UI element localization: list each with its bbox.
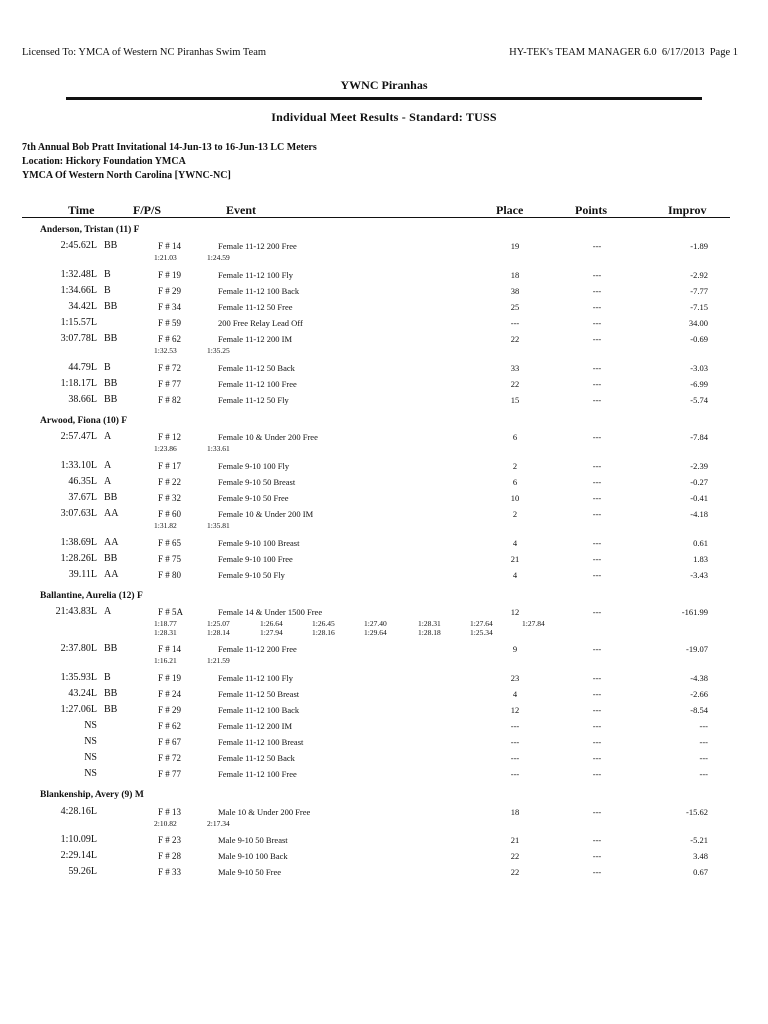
result-fps: F # 34 xyxy=(158,301,182,312)
result-place: 6 xyxy=(512,476,518,487)
result-time: 44.79L xyxy=(68,361,97,373)
result-time: 1:18.17L xyxy=(60,377,97,389)
result-improv: -6.99 xyxy=(690,378,708,389)
result-event: Male 9-10 100 Back xyxy=(218,851,288,862)
result-standard: BB xyxy=(104,300,118,312)
result-points: --- xyxy=(592,334,602,345)
result-fps: F # 13 xyxy=(158,806,182,817)
result-fps: F # 33 xyxy=(158,867,182,878)
result-event: Female 11-12 200 Free xyxy=(218,241,297,252)
split-time: 1:25.07 xyxy=(207,619,230,629)
result-time: 21:43.83L xyxy=(55,606,97,617)
result-time: 34.42L xyxy=(68,300,97,312)
result-time: 3:07.78L xyxy=(60,333,97,345)
result-event: Female 11-12 100 Back xyxy=(218,285,300,296)
result-improv: 0.67 xyxy=(693,867,708,878)
result-improv: 34.00 xyxy=(688,318,708,328)
split-time: 1:35.25 xyxy=(207,346,230,356)
result-place: 4 xyxy=(512,688,518,699)
split-time: 1:27.94 xyxy=(260,627,283,637)
result-time: NS xyxy=(84,736,97,748)
result-improv: -4.38 xyxy=(690,672,708,683)
result-fps: F # 14 xyxy=(158,241,182,252)
meet-name: 7th Annual Bob Pratt Invitational 14-Jun-13 to 16-Jun-13 LC Meters xyxy=(22,142,317,153)
result-standard: AA xyxy=(104,568,119,580)
result-points: --- xyxy=(592,769,602,780)
result-time: 2:45.62L xyxy=(60,240,97,252)
result-points: --- xyxy=(592,688,602,699)
result-fps: F # 19 xyxy=(158,672,182,683)
result-fps: F # 75 xyxy=(158,553,182,564)
result-event: Female 11-12 50 Back xyxy=(218,362,295,373)
result-fps: F # 65 xyxy=(158,537,182,548)
result-standard: BB xyxy=(104,240,118,252)
result-place: 21 xyxy=(510,835,520,846)
result-standard: A xyxy=(104,475,112,487)
result-event: Female 11-12 200 IM xyxy=(218,721,293,731)
result-time: 1:38.69L xyxy=(60,536,97,548)
result-improv: -5.21 xyxy=(690,835,708,846)
result-improv: 3.48 xyxy=(693,851,708,862)
athlete-name: Anderson, Tristan (11) F xyxy=(40,225,140,235)
split-time: 1:31.82 xyxy=(154,521,177,531)
result-event: Female 11-12 50 Fly xyxy=(218,394,289,405)
result-improv: -7.15 xyxy=(690,301,708,312)
split-time: 1:27.84 xyxy=(522,619,545,629)
result-improv: -3.43 xyxy=(690,569,708,580)
result-standard: BB xyxy=(104,393,118,405)
result-event: Female 11-12 50 Free xyxy=(218,301,293,312)
result-event: Female 11-12 50 Back xyxy=(218,753,295,764)
result-event: Female 9-10 50 Breast xyxy=(218,476,296,487)
result-points: --- xyxy=(592,460,602,471)
result-time: 2:29.14L xyxy=(60,850,97,862)
result-standard: AA xyxy=(104,536,119,548)
result-fps: F # 62 xyxy=(158,721,182,731)
result-time: 4:28.16L xyxy=(60,805,97,817)
result-time: 2:57.47L xyxy=(60,431,97,443)
result-fps: F # 60 xyxy=(158,509,182,519)
result-points: --- xyxy=(592,318,602,328)
result-time: 37.67L xyxy=(68,491,97,503)
result-place: 38 xyxy=(510,285,520,296)
result-points: --- xyxy=(592,672,602,683)
result-standard: AA xyxy=(104,508,119,519)
result-event: Female 14 & Under 1500 Free xyxy=(218,607,323,617)
result-standard: A xyxy=(104,459,112,471)
meet-team: YMCA Of Western North Carolina [YWNC-NC] xyxy=(22,170,231,181)
result-improv: -5.74 xyxy=(690,394,708,405)
result-points: --- xyxy=(592,553,602,564)
result-time: NS xyxy=(84,768,97,780)
result-place: 33 xyxy=(510,362,520,373)
result-improv: 1.83 xyxy=(693,553,708,564)
result-place: 4 xyxy=(512,569,518,580)
result-time: 1:35.93L xyxy=(60,671,97,683)
result-improv: 0.61 xyxy=(693,537,708,548)
license-line: Licensed To: YMCA of Western NC Piranhas Swim Team xyxy=(22,47,267,58)
result-place: 2 xyxy=(512,509,518,519)
result-points: --- xyxy=(592,835,602,846)
result-points: --- xyxy=(592,569,602,580)
result-place: 15 xyxy=(510,394,520,405)
result-standard: BB xyxy=(104,643,118,655)
result-event: Female 11-12 100 Back xyxy=(218,704,300,715)
result-time: 59.26L xyxy=(68,866,97,878)
result-standard: BB xyxy=(104,377,118,389)
result-time: 39.11L xyxy=(68,568,97,580)
split-time: 2:10.82 xyxy=(154,818,177,828)
result-time: NS xyxy=(84,720,97,731)
result-standard: BB xyxy=(104,552,118,564)
athlete-name: Blankenship, Avery (9) M xyxy=(40,790,144,801)
result-points: --- xyxy=(592,301,602,312)
result-fps: F # 29 xyxy=(158,285,182,296)
result-place: --- xyxy=(510,318,520,328)
result-place: 6 xyxy=(512,432,518,443)
split-time: 1:26.45 xyxy=(312,619,335,629)
result-improv: -0.41 xyxy=(690,492,708,503)
result-place: 22 xyxy=(510,334,520,345)
col-points: Points xyxy=(575,203,608,217)
result-event: 200 Free Relay Lead Off xyxy=(218,318,303,328)
result-points: --- xyxy=(592,476,602,487)
result-improv: -2.66 xyxy=(690,688,708,699)
result-time: 1:33.10L xyxy=(60,459,97,471)
split-time: 1:28.18 xyxy=(418,627,441,637)
result-points: --- xyxy=(592,721,602,731)
result-event: Male 9-10 50 Free xyxy=(218,867,282,878)
split-time: 1:27.64 xyxy=(470,619,493,629)
result-improv: -8.54 xyxy=(690,704,708,715)
result-event: Female 9-10 100 Breast xyxy=(218,537,300,548)
result-fps: F # 24 xyxy=(158,688,182,699)
result-fps: F # 28 xyxy=(158,851,182,862)
report-date: 6/17/2013 xyxy=(661,47,705,58)
result-fps: F # 5A xyxy=(158,607,184,617)
result-improv: -15.62 xyxy=(686,806,708,817)
result-fps: F # 72 xyxy=(158,362,182,373)
result-place: --- xyxy=(510,721,520,731)
result-improv: -7.84 xyxy=(690,432,708,443)
result-time: 1:34.66L xyxy=(60,284,97,296)
result-points: --- xyxy=(592,851,602,862)
result-time: 1:15.57L xyxy=(60,317,97,328)
meet-location: Location: Hickory Foundation YMCA xyxy=(22,156,186,167)
result-standard: BB xyxy=(104,703,118,715)
result-fps: F # 17 xyxy=(158,460,182,471)
result-improv: -161.99 xyxy=(681,607,708,617)
result-event: Female 10 & Under 200 IM xyxy=(218,509,314,519)
result-event: Female 9-10 50 Free xyxy=(218,492,289,503)
result-improv: -2.39 xyxy=(690,460,708,471)
result-points: --- xyxy=(592,362,602,373)
split-time: 1:21.03 xyxy=(154,253,177,263)
result-improv: --- xyxy=(699,769,708,780)
result-points: --- xyxy=(592,704,602,715)
col-time: Time xyxy=(68,203,95,217)
result-points: --- xyxy=(592,285,602,296)
result-event: Female 11-12 100 Breast xyxy=(218,737,304,748)
result-fps: F # 29 xyxy=(158,704,182,715)
result-points: --- xyxy=(592,269,602,280)
result-fps: F # 19 xyxy=(158,269,182,280)
split-time: 1:28.31 xyxy=(418,619,441,629)
result-event: Female 9-10 50 Fly xyxy=(218,569,285,580)
result-place: 10 xyxy=(510,492,520,503)
result-place: 21 xyxy=(510,553,520,564)
team-title: YWNC Piranhas xyxy=(340,78,428,92)
result-standard: BB xyxy=(104,333,118,345)
result-place: 18 xyxy=(510,269,520,280)
result-points: --- xyxy=(592,432,602,443)
result-fps: F # 22 xyxy=(158,476,182,487)
result-time: 46.35L xyxy=(68,475,97,487)
result-time: NS xyxy=(84,752,97,764)
result-fps: F # 67 xyxy=(158,737,182,748)
result-points: --- xyxy=(592,806,602,817)
result-improv: -0.27 xyxy=(690,476,708,487)
result-improv: -7.77 xyxy=(690,285,708,296)
athlete-name: Ballantine, Aurelia (12) F xyxy=(40,590,143,601)
result-standard: B xyxy=(104,268,111,280)
result-points: --- xyxy=(592,753,602,764)
split-time: 2:17.34 xyxy=(207,818,230,828)
split-time: 1:28.16 xyxy=(312,627,335,637)
col-event: Event xyxy=(226,203,256,217)
split-time: 1:26.64 xyxy=(260,619,283,629)
result-points: --- xyxy=(592,607,602,617)
result-time: 1:27.06L xyxy=(60,703,97,715)
result-time: 38.66L xyxy=(68,393,97,405)
result-improv: --- xyxy=(699,737,708,748)
result-event: Female 11-12 100 Fly xyxy=(218,672,293,683)
result-improv: -19.07 xyxy=(686,644,708,655)
split-time: 1:23.86 xyxy=(154,444,177,454)
result-place: 4 xyxy=(512,537,518,548)
split-time: 1:35.81 xyxy=(207,521,230,531)
result-place: 25 xyxy=(510,301,520,312)
result-improv: -2.92 xyxy=(690,269,708,280)
split-time: 1:28.14 xyxy=(207,627,230,637)
result-standard: BB xyxy=(104,687,118,699)
result-fps: F # 77 xyxy=(158,378,182,389)
result-place: --- xyxy=(510,769,520,780)
split-time: 1:25.34 xyxy=(470,627,493,637)
result-fps: F # 77 xyxy=(158,769,182,780)
athlete-name: Arwood, Fiona (10) F xyxy=(40,416,128,426)
result-event: Female 10 & Under 200 Free xyxy=(218,432,318,443)
result-event: Female 9-10 100 Free xyxy=(218,553,293,564)
result-improv: -0.69 xyxy=(690,334,708,345)
result-time: 1:28.26L xyxy=(60,552,97,564)
result-place: 12 xyxy=(510,704,520,715)
result-event: Male 9-10 50 Breast xyxy=(218,835,288,846)
result-event: Female 11-12 100 Fly xyxy=(218,269,293,280)
result-points: --- xyxy=(592,394,602,405)
split-time: 1:27.40 xyxy=(364,619,387,629)
result-place: --- xyxy=(510,737,520,748)
split-time: 1:28.31 xyxy=(154,627,177,637)
result-place: --- xyxy=(510,753,520,764)
result-time: 43.24L xyxy=(68,687,97,699)
result-standard: A xyxy=(104,606,112,617)
split-time: 1:24.59 xyxy=(207,253,230,263)
result-fps: F # 62 xyxy=(158,334,182,345)
result-time: 1:32.48L xyxy=(60,268,97,280)
result-fps: F # 72 xyxy=(158,753,182,764)
result-improv: --- xyxy=(699,721,708,731)
result-time: 3:07.63L xyxy=(60,508,97,519)
result-fps: F # 23 xyxy=(158,835,182,846)
result-improv: --- xyxy=(699,753,708,764)
result-fps: F # 32 xyxy=(158,492,182,503)
result-fps: F # 14 xyxy=(158,644,182,655)
result-place: 22 xyxy=(510,867,520,878)
result-points: --- xyxy=(592,537,602,548)
result-time: 1:10.09L xyxy=(60,834,97,846)
col-improv: Improv xyxy=(668,203,707,217)
result-improv: -1.89 xyxy=(690,241,708,252)
result-place: 19 xyxy=(510,241,520,252)
result-standard: B xyxy=(104,361,111,373)
result-place: 18 xyxy=(510,806,520,817)
split-time: 1:21.59 xyxy=(207,656,230,666)
result-event: Male 10 & Under 200 Free xyxy=(218,806,311,817)
result-fps: F # 80 xyxy=(158,569,182,580)
result-standard: B xyxy=(104,671,111,683)
result-standard: B xyxy=(104,284,111,296)
result-points: --- xyxy=(592,492,602,503)
result-fps: F # 59 xyxy=(158,318,182,328)
result-event: Female 9-10 100 Fly xyxy=(218,460,290,471)
result-fps: F # 82 xyxy=(158,394,182,405)
report-title: Individual Meet Results - Standard: TUSS xyxy=(271,110,497,124)
result-place: 23 xyxy=(510,672,520,683)
col-fps: F/P/S xyxy=(133,203,162,217)
result-standard: A xyxy=(104,431,112,443)
result-time: 2:37.80L xyxy=(60,643,97,655)
split-time: 1:16.21 xyxy=(154,656,177,666)
result-event: Female 11-12 200 IM xyxy=(218,334,293,345)
split-time: 1:32.53 xyxy=(154,346,177,356)
result-points: --- xyxy=(592,867,602,878)
result-points: --- xyxy=(592,378,602,389)
split-time: 1:18.77 xyxy=(154,619,177,629)
result-event: Female 11-12 100 Free xyxy=(218,769,297,780)
result-place: 22 xyxy=(510,378,520,389)
result-points: --- xyxy=(592,644,602,655)
result-fps: F # 12 xyxy=(158,432,182,443)
result-place: 22 xyxy=(510,851,520,862)
split-time: 1:29.64 xyxy=(364,627,387,637)
col-place: Place xyxy=(496,203,524,217)
result-points: --- xyxy=(592,509,602,519)
split-time: 1:33.61 xyxy=(207,444,230,454)
result-place: 12 xyxy=(510,607,520,617)
result-standard: BB xyxy=(104,491,118,503)
result-points: --- xyxy=(592,737,602,748)
result-event: Female 11-12 50 Breast xyxy=(218,688,300,699)
result-event: Female 11-12 100 Free xyxy=(218,378,297,389)
software-name: HY-TEK's TEAM MANAGER 6.0 xyxy=(509,47,657,58)
result-improv: -3.03 xyxy=(690,362,708,373)
result-place: 2 xyxy=(512,460,518,471)
result-place: 9 xyxy=(512,644,518,655)
page-number: Page 1 xyxy=(709,47,738,58)
result-points: --- xyxy=(592,241,602,252)
result-improv: -4.18 xyxy=(690,509,708,519)
result-event: Female 11-12 200 Free xyxy=(218,644,297,655)
